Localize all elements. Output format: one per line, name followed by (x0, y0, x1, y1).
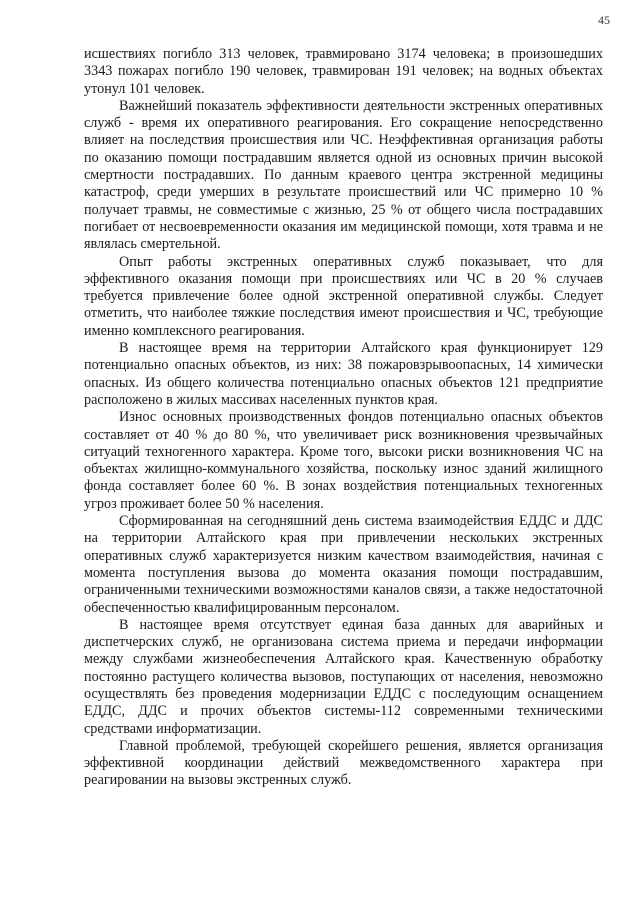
paragraph: Важнейший показатель эффективности деятельности экстренных оперативных служб - время их оперативного реагирования. Его сокращение непосредственно влияет на последствия происшествия или ЧС. Неэффективная организация работы по оказанию помощи пострадавшим является одной из основных причин высокой смертности пострадавших. По данным краевого центра экстренной медицины катастроф, среди умерших в результате происшествий или ЧС примерно 10 % получает травмы, не совместимые с жизнью, 25 % от общего числа пострадавших погибает от несвоевременности оказания им медицинской помощи, хотя травма и не являлась смертельной. (84, 97, 603, 253)
paragraph: В настоящее время на территории Алтайского края функционирует 129 потенциально опасных объектов, из них: 38 пожаровзрывоопасных, 14 химически опасных. Из общего количества потенциально опасных объектов 121 предприятие расположено в жилых массивах населенных пунктов края. (84, 340, 603, 408)
page-number: 45 (598, 13, 610, 27)
paragraph: Опыт работы экстренных оперативных служб показывает, что для эффективного оказания помощи при происшествиях или ЧС в 20 % случаев требуется привлечение более одной экстренной оперативной службы. Следует отметить, что наиболее тяжкие последствия имеют происшествия и ЧС, требующие именно комплексного реагирования. (84, 253, 603, 339)
document-body (84, 46, 603, 790)
paragraph-continuation: исшествиях погибло 313 человек, травмировано 3174 человека; в произошедших 3343 пожарах погибло 190 человек, травмирован 191 человек; на водных объектах утонул 101 человек. (84, 46, 603, 97)
paragraph: В настоящее время отсутствует единая база данных для аварийных и диспетчерских служб, не организована система приема и передачи информации между службами жизнеобеспечения Алтайского края. Качественную обработку постоянно растущего количества вызовов, поступающих от населения, невозможно осуществлять без проведения модернизации ЕДДС с последующим оснащением ЕДДС, ДДС и прочих объектов системы-112 современными техническими средствами информатизации. (84, 616, 603, 737)
paragraph: Сформированная на сегодняшний день система взаимодействия ЕДДС и ДДС на территории Алтайского края при привлечении нескольких экстренных оперативных служб характеризуется низким качеством взаимодействия, начиная с момента поступления вызова до момента оказания помощи пострадавшим, ограниченными техническими возможностями каналов связи, а также недостаточной обеспеченностью квалифицированным персоналом. (84, 513, 603, 616)
paragraph: Главной проблемой, требующей скорейшего решения, является организация эффективной координации действий межведомственного характера при реагировании на вызовы экстренных служб. (84, 737, 603, 789)
paragraph: Износ основных производственных фондов потенциально опасных объектов составляет от 40 % до 80 %, что увеличивает риск возникновения чрезвычайных ситуаций техногенного характера. Кроме того, высоки риски возникновения ЧС на объектах жилищно-коммунального хозяйства, поскольку износ зданий жилищного фонда составляет более 60 %. В зонах воздействия потенциальных техногенных угроз проживает более 50 % населения. (84, 409, 603, 512)
